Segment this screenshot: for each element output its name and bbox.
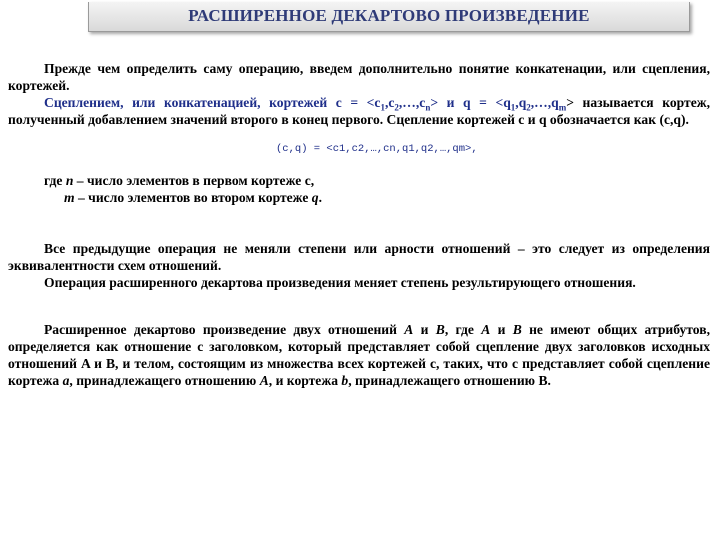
- degree-note-paragraph: Все предыдущие операция не меняли степени или арности отношений – это следует из определения эквивалентности схем отношений.: [8, 241, 710, 273]
- where-m-line: m – число элементов во втором кортеже q.: [64, 190, 322, 205]
- slide-title-bar: [88, 2, 690, 32]
- definition-term: Сцеплением, или конкатенацией, кортежей $c = <c_1,c_2,\dots,c_n> и$ $q = <q_1,q_2,\dots,q_m$: [44, 95, 567, 113]
- concatenation-formula: (c,q) = <c1,c2,…,cn,q1,q2,…,qm>,: [276, 143, 478, 155]
- slide-title: РАСШИРЕННОЕ ДЕКАРТОВО ПРОИЗВЕДЕНИЕ: [188, 6, 590, 25]
- where-n-line: где n – число элементов в первом кортеже c,: [44, 173, 315, 188]
- spacer: [8, 291, 710, 321]
- spacer: [8, 206, 710, 240]
- concatenation-definition: Сцеплением, или конкатенацией, кортежей $c = <c_1,c_2,\dots,c_n> и$ $q = <q_1,q_2,\dots,q_m>$ называется кортеж, полученный добавлением значений второго в конец первого. Сцепление кортежей c и q обозначается как (c,q).: [8, 95, 710, 127]
- extended-product-definition: Расширенное декартово произведение двух отношений A и B, где A и B не имеют общих атрибутов, определяется как отношение с заголовком, который представляет собой сцепление двух заголовков исходных отношений A и B, и телом, состоящим из множества всех кортежей c, таких, что c представляет собой сцепление кортежа a, принадлежащего отношению A, и кортежа b, принадлежащего отношению B.: [8, 322, 710, 388]
- slide-body: [8, 60, 710, 389]
- intro-paragraph: Прежде чем определить саму операцию, введем дополнительно понятие конкатенации, или сцепления, кортежей.: [8, 61, 710, 93]
- degree-change-paragraph: Операция расширенного декартова произведения меняет степень результирующего отношения.: [44, 275, 636, 290]
